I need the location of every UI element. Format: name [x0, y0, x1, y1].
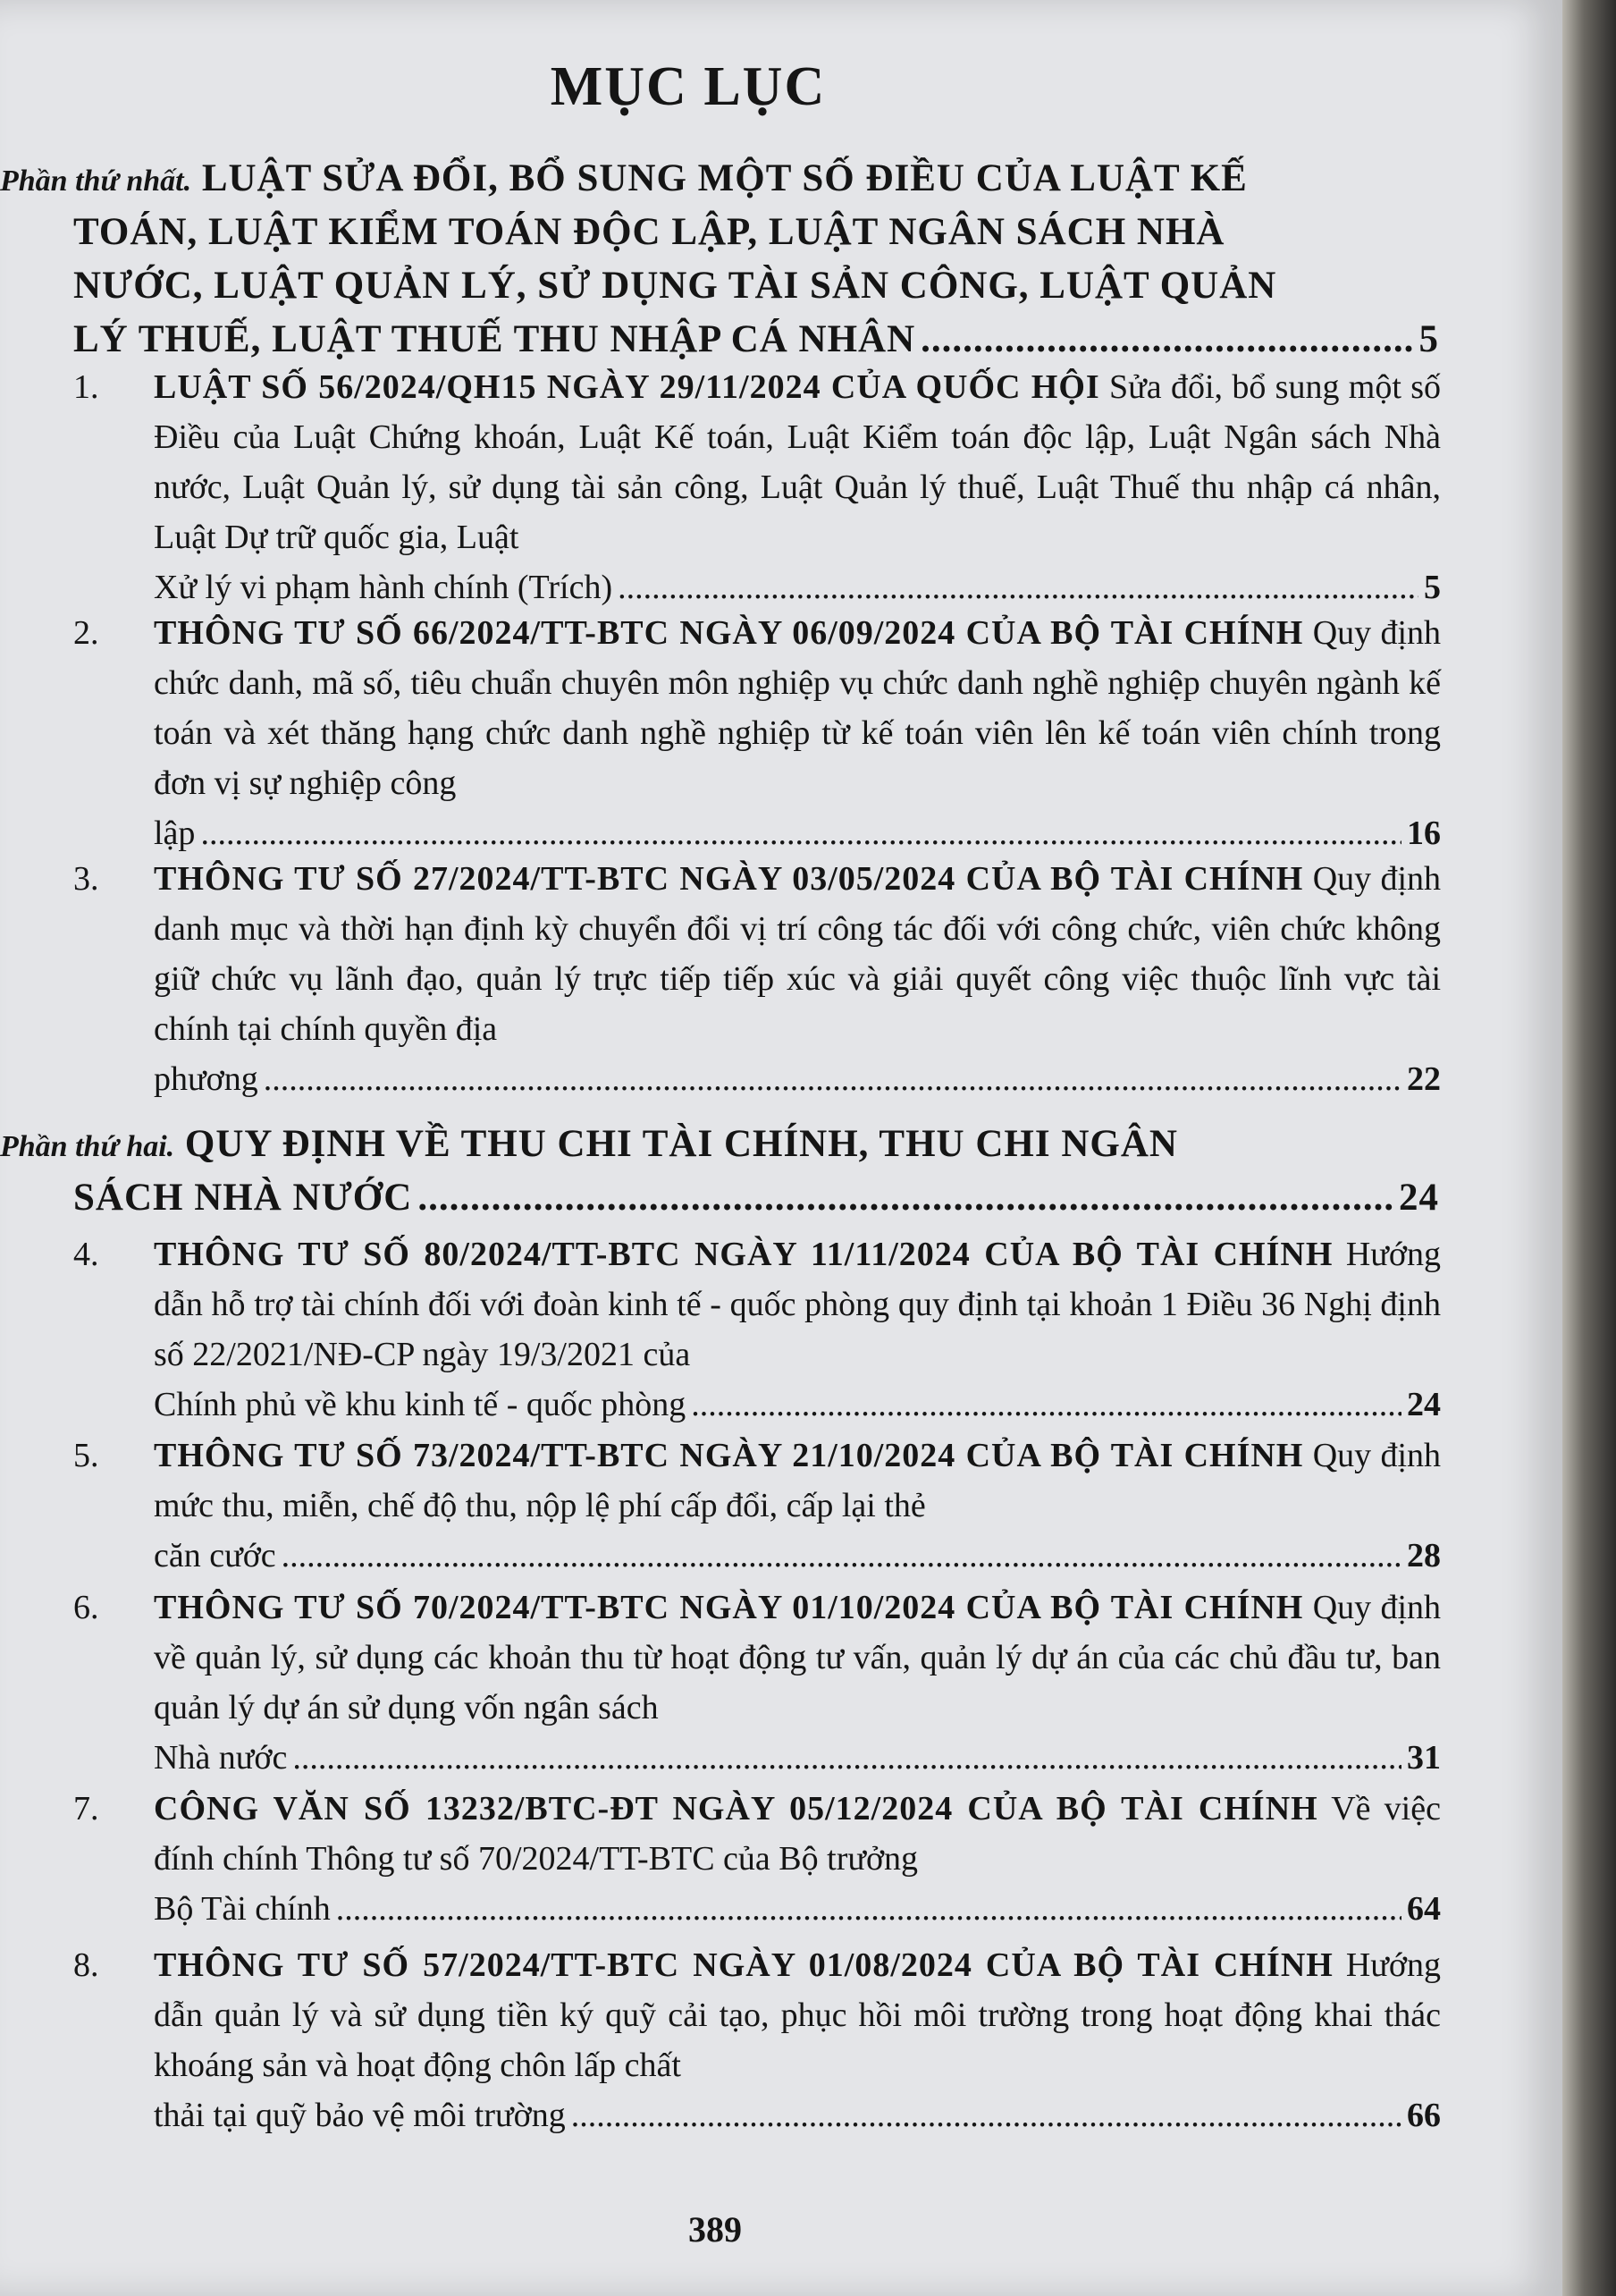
page-ref: 28 — [1407, 1537, 1441, 1574]
dot-leader — [264, 1054, 1401, 1104]
toc-item — [73, 1583, 1441, 1783]
item-heading: THÔNG TƯ SỐ 73/2024/TT-BTC NGÀY 21/10/2024 CỦA BỘ TÀI CHÍNH — [154, 1437, 1304, 1474]
dot-leader — [292, 1733, 1401, 1783]
item-number: 2. — [73, 614, 99, 652]
item-description: Quy định về quản lý, sử dụng các khoản thu từ hoạt động tư vấn, quản lý dự án của các chủ đầu tư, ban quản lý dự án sử dụng vốn ngân sách — [154, 1589, 1441, 1726]
page-ref: 16 — [1407, 815, 1441, 852]
toc-item — [73, 1940, 1441, 2140]
item-heading: CÔNG VĂN SỐ 13232/BTC-ĐT NGÀY 05/12/2024 CỦA BỘ TÀI CHÍNH — [154, 1790, 1318, 1828]
dot-leader — [282, 1531, 1401, 1581]
part-title-line: LUẬT SỬA ĐỔI, BỔ SUNG MỘT SỐ ĐIỀU CỦA LUẬT KẾ — [201, 157, 1248, 199]
item-description: Quy định danh mục và thời hạn định kỳ chuyển đổi vị trí công tác đối với công chức, viên chức không giữ chức vụ lãnh đạo, quản lý trực tiếp tiếp xúc và giải quyết công việc thuộc lĩnh vực tài chính tại chính quyền địa — [154, 860, 1441, 1048]
part-title-line: SÁCH NHÀ NƯỚC — [73, 1177, 413, 1219]
item-description: Quy định mức thu, miễn, chế độ thu, nộp lệ phí cấp đổi, cấp lại thẻ — [154, 1437, 1441, 1524]
item-description: Về việc đính chính Thông tư số 70/2024/TT-BTC của Bộ trưởng — [154, 1790, 1441, 1878]
item-description: Hướng dẫn quản lý và sử dụng tiền ký quỹ cải tạo, phục hồi môi trường trong hoạt động khai thác khoáng sản và hoạt động chôn lấp chất — [154, 1946, 1441, 2084]
dot-leader — [571, 2090, 1401, 2140]
part-label: Phần thứ nhất. — [0, 165, 192, 198]
item-description-end: căn cước — [154, 1537, 276, 1574]
item-heading: THÔNG TƯ SỐ 57/2024/TT-BTC NGÀY 01/08/2024 CỦA BỘ TÀI CHÍNH — [154, 1946, 1334, 1984]
page-title: MỤC LỤC — [550, 56, 827, 117]
item-description-end: phương — [154, 1060, 258, 1098]
toc-item — [73, 854, 1441, 1104]
item-heading: THÔNG TƯ SỐ 66/2024/TT-BTC NGÀY 06/09/2024 CỦA BỘ TÀI CHÍNH — [154, 614, 1304, 652]
part-title-line: LÝ THUẾ, LUẬT THUẾ THU NHẬP CÁ NHÂN — [73, 318, 916, 360]
item-heading: LUẬT SỐ 56/2024/QH15 NGÀY 29/11/2024 CỦA QUỐC HỘI — [154, 368, 1100, 406]
item-description-end: lập — [154, 815, 196, 852]
dot-leader — [921, 313, 1413, 367]
item-description-end: Nhà nước — [154, 1739, 288, 1777]
item-description-end: thải tại quỹ bảo vệ môi trường — [154, 2097, 566, 2134]
item-heading: THÔNG TƯ SỐ 80/2024/TT-BTC NGÀY 11/11/2024 CỦA BỘ TÀI CHÍNH — [154, 1236, 1334, 1273]
item-number: 1. — [73, 368, 99, 406]
dot-leader — [691, 1380, 1401, 1430]
toc-item — [73, 362, 1441, 612]
item-number: 5. — [73, 1437, 99, 1474]
item-description-end: Chính phủ về khu kinh tế - quốc phòng — [154, 1386, 686, 1423]
item-description-end: Xử lý vi phạm hành chính (Trích) — [154, 569, 613, 606]
toc-part-2 — [0, 1118, 1439, 1225]
dot-leader — [200, 808, 1401, 858]
item-number: 4. — [73, 1236, 99, 1273]
dot-leader — [417, 1171, 1393, 1225]
part-title-line: NƯỚC, LUẬT QUẢN LÝ, SỬ DỤNG TÀI SẢN CÔNG, LUẬT QUẢN — [73, 265, 1277, 307]
page-ref: 5 — [1424, 569, 1441, 606]
toc-item — [73, 1784, 1441, 1934]
item-number: 3. — [73, 860, 99, 898]
page-number: 389 — [688, 2209, 742, 2250]
page-ref: 5 — [1418, 318, 1439, 360]
toc-item — [73, 1431, 1441, 1581]
item-heading: THÔNG TƯ SỐ 27/2024/TT-BTC NGÀY 03/05/2024 CỦA BỘ TÀI CHÍNH — [154, 860, 1304, 898]
item-number: 8. — [73, 1946, 99, 1984]
item-description: Sửa đổi, bổ sung một số Điều của Luật Chứng khoán, Luật Kế toán, Luật Kiểm toán độc lập, Luật Ngân sách Nhà nước, Luật Quản lý, sử dụng tài sản công, Luật Quản lý thuế, Luật Thuế thu nhập cá nhân, Luật Dự trữ quốc gia, Luật — [154, 368, 1441, 556]
page-ref: 24 — [1399, 1177, 1439, 1219]
toc-part-1 — [0, 152, 1439, 367]
item-description: Hướng dẫn hỗ trợ tài chính đối với đoàn kinh tế - quốc phòng quy định tại khoản 1 Điều 36 Nghị định số 22/2021/NĐ-CP ngày 19/3/2021 của — [154, 1236, 1441, 1373]
page-ref: 22 — [1407, 1060, 1441, 1098]
part-label: Phần thứ hai. — [0, 1130, 175, 1163]
page-ref: 31 — [1407, 1739, 1441, 1777]
toc-item — [73, 608, 1441, 858]
item-description-end: Bộ Tài chính — [154, 1890, 331, 1928]
part-title-line: QUY ĐỊNH VỀ THU CHI TÀI CHÍNH, THU CHI NGÂN — [184, 1123, 1178, 1165]
dot-leader — [336, 1884, 1401, 1934]
book-edge — [1562, 0, 1616, 2296]
page-ref: 66 — [1407, 2097, 1441, 2134]
dot-leader — [618, 562, 1418, 612]
part-title-line: TOÁN, LUẬT KIỂM TOÁN ĐỘC LẬP, LUẬT NGÂN SÁCH NHÀ — [73, 211, 1225, 253]
item-description: Quy định chức danh, mã số, tiêu chuẩn chuyên môn nghiệp vụ chức danh nghề nghiệp chuyên ngành kế toán và xét thăng hạng chức danh nghề nghiệp từ kế toán viên lên kế toán viên chính trong đơn vị sự nghiệp công — [154, 614, 1441, 802]
page-ref: 24 — [1407, 1386, 1441, 1423]
item-number: 6. — [73, 1589, 99, 1626]
item-heading: THÔNG TƯ SỐ 70/2024/TT-BTC NGÀY 01/10/2024 CỦA BỘ TÀI CHÍNH — [154, 1589, 1304, 1626]
toc-item — [73, 1229, 1441, 1430]
page-ref: 64 — [1407, 1890, 1441, 1928]
item-number: 7. — [73, 1790, 99, 1828]
